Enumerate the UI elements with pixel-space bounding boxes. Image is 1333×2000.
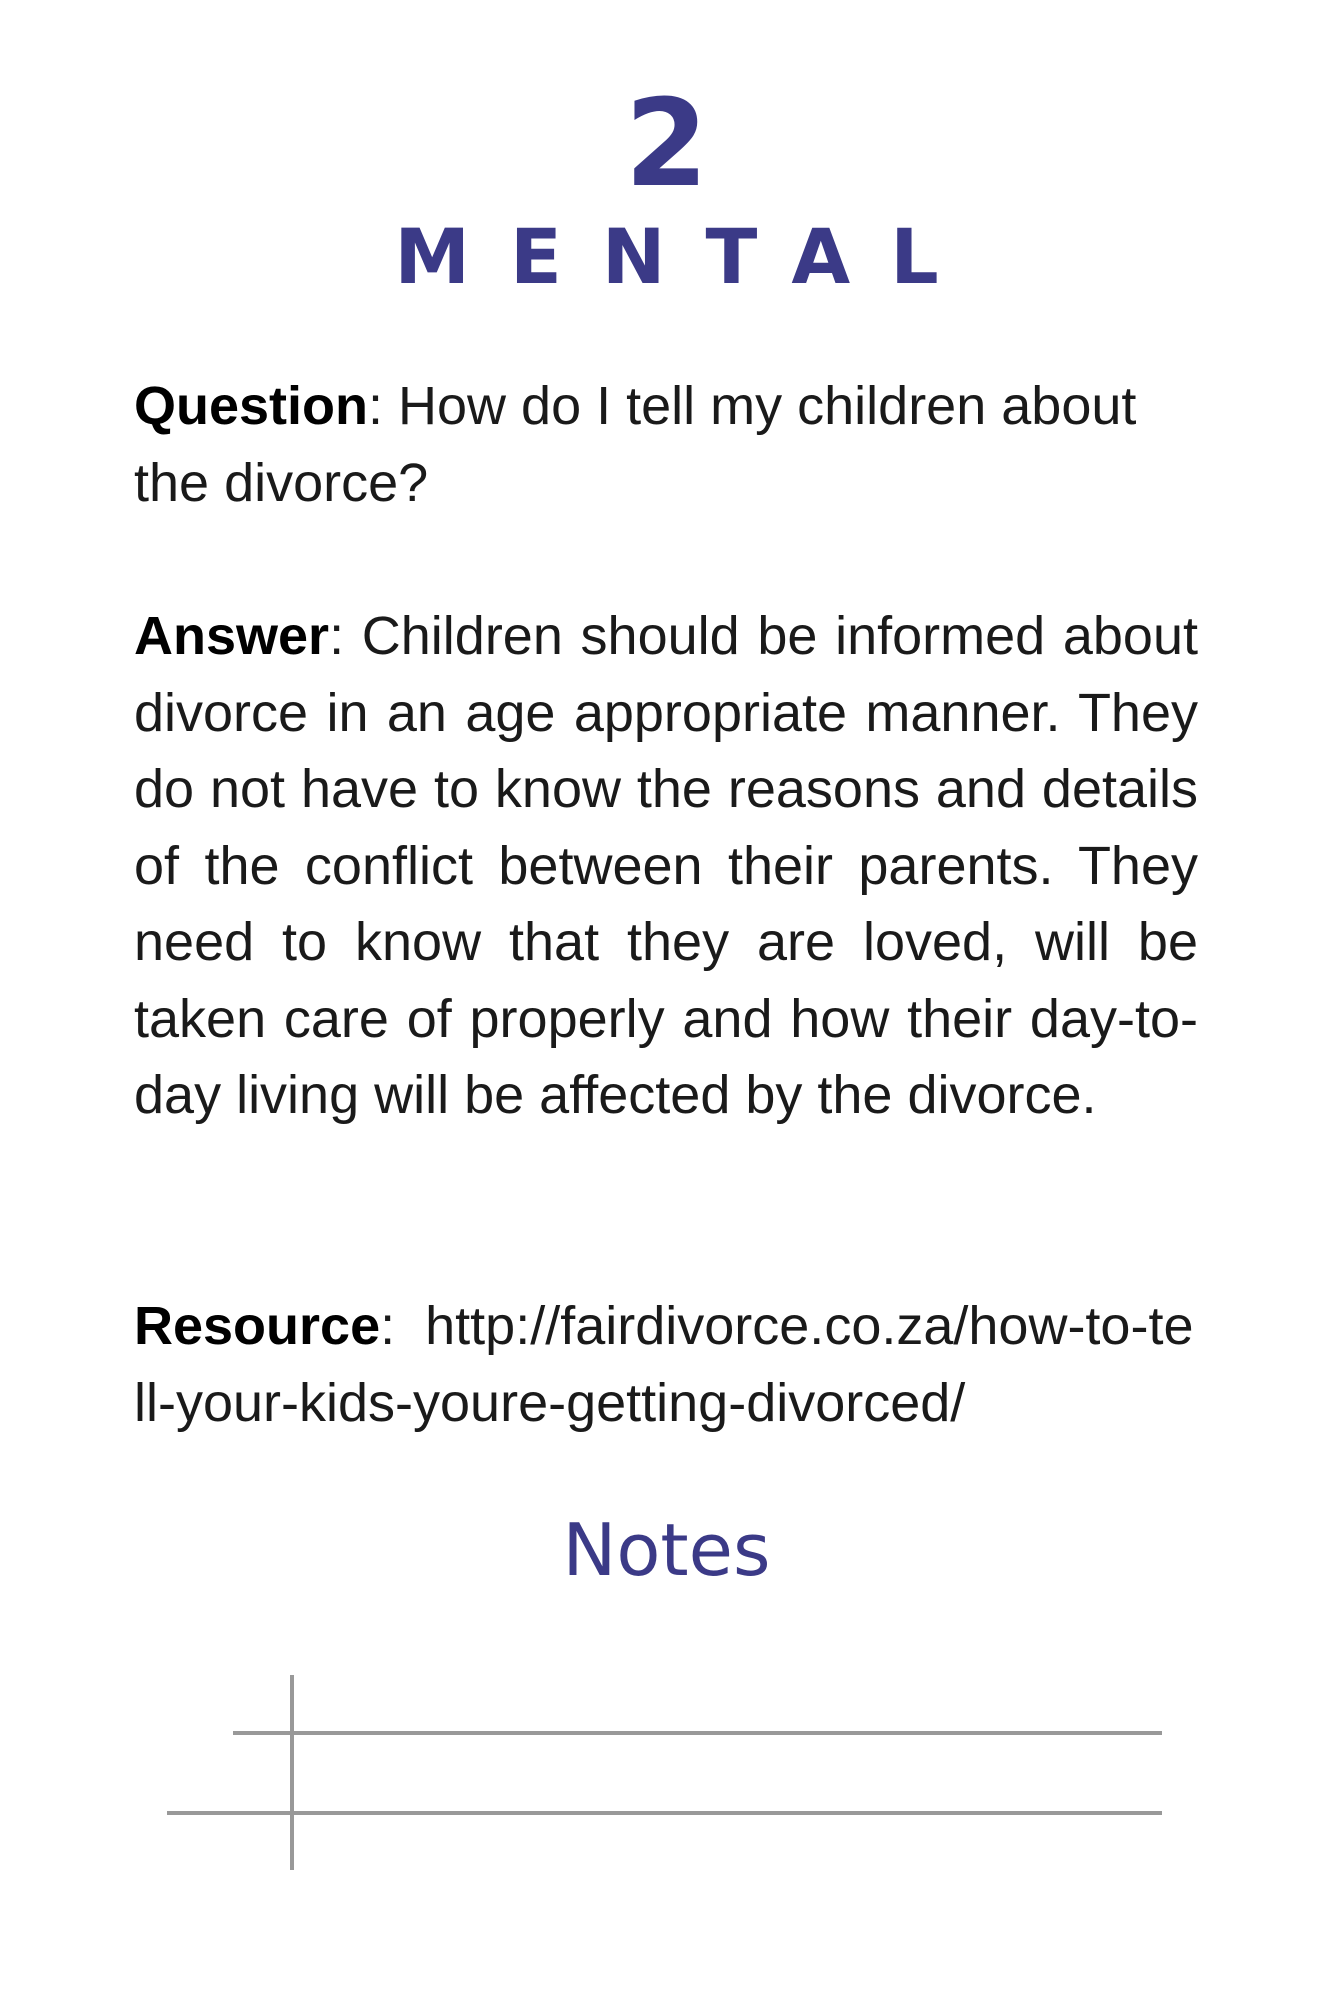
question-block [134,368,1198,521]
question-label: Question [134,376,369,436]
question-text: : How do I tell my children about the divorce? [134,376,1137,513]
answer-text: : Children should be informed about divorce in an age appropriate manner. They do not have to know the reasons and details of the conflict between their parents. They need to know that they are loved, will be taken care of properly and how their day-to-day living will be affected by the divorce. [134,606,1198,1125]
chapter-number: 2 [624,75,709,214]
resource-block [134,1288,1198,1441]
resource-label: Resource [134,1296,381,1356]
notes-heading: Notes [562,1508,771,1592]
resource-separator: : [380,1296,426,1356]
chapter-title: MENTAL [394,212,979,301]
answer-block [134,598,1198,1134]
answer-label: Answer [134,606,330,666]
resource-link[interactable]: http://fairdivorce.co.za/how-to-tell-your-kids-youre-getting-divorced/ [134,1296,1194,1433]
